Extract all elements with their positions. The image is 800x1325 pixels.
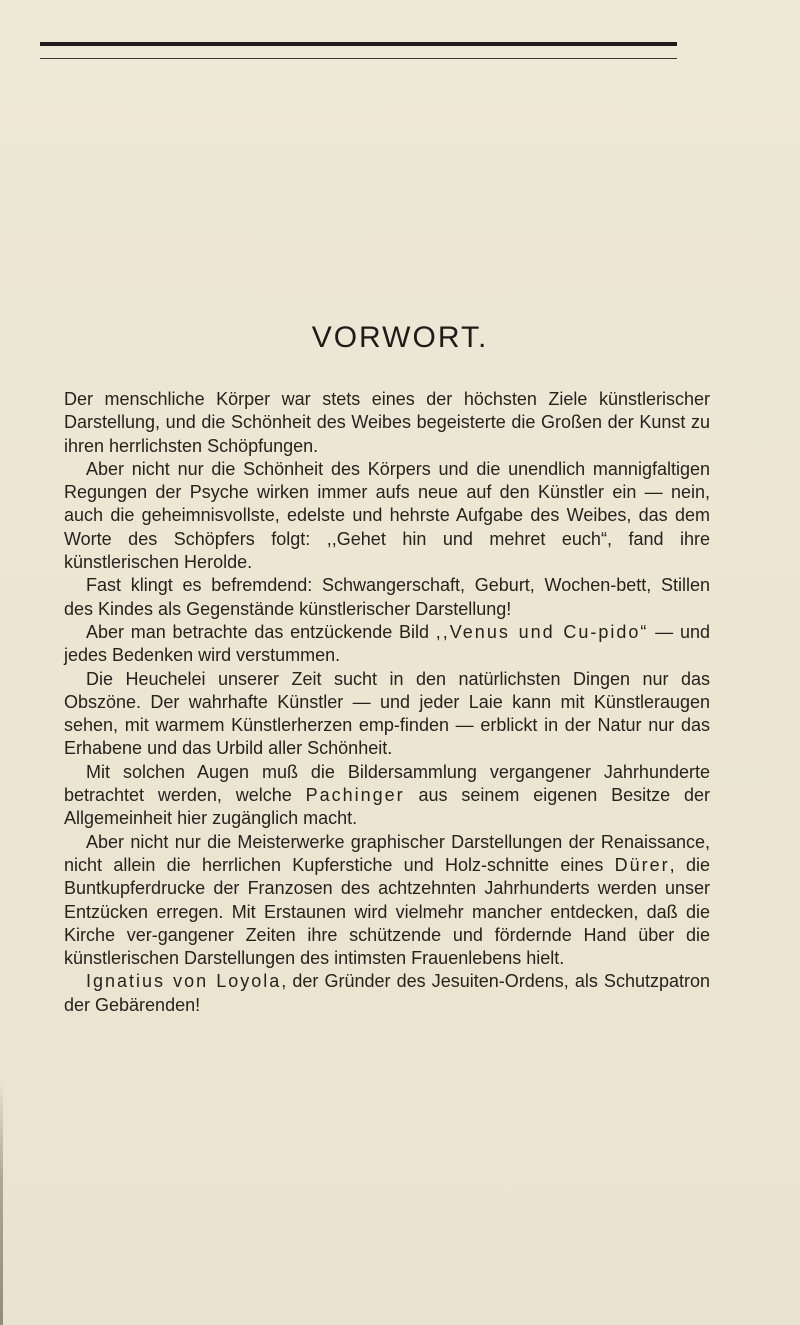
paragraph-2: Aber nicht nur die Schönheit des Körpers und die unendlich mannigfaltigen Regungen der Psyche wirken immer aufs neue auf den Künstler ein — nein, auch die geheimnisvollste, edelste und hehrste Aufgabe des Weibes, das dem Worte des Schöpfers folgt: ,,Gehet hin und mehret euch“, fand ihre künstlerischen Herolde.	[64, 458, 710, 573]
paragraph-7	[64, 831, 710, 971]
top-rule-thick	[40, 42, 677, 46]
paragraph-7-end: , die Buntkupferdrucke der Franzosen des achtzehnten Jahrhunderts werden unser Entzücken erregen. Mit Erstaunen wird vielmehr mancher entdecken, daß die Kirche ver-gangener Zeiten ihre schützende und fördernde Hand über die künstlerischen Darstellungen des intimsten Frauenlebens hielt.	[64, 854, 710, 969]
paragraph-5: Die Heuchelei unserer Zeit sucht in den natürlichsten Dingen nur das Obszöne. Der wahrhafte Künstler — und jeder Laie kann mit Künstleraugen sehen, mit warmem Künstlerherzen emp-finden — erblickt in der Natur nur das Erhabene und das Urbild aller Schönheit.	[64, 668, 710, 759]
paragraph-1: Der menschliche Körper war stets eines der höchsten Ziele künstlerischer Darstellung, und die Schönheit des Weibes begeisterte die Großen der Kunst zu ihren herrlichsten Schöpfungen.	[64, 389, 710, 456]
artwork-title-venus-und-cupido: ,,Venus und Cu-pido“	[435, 621, 649, 642]
page-edge-shadow	[0, 1080, 3, 1325]
paragraph-4	[64, 621, 710, 668]
paragraph-4-end: — und jedes Bedenken wird verstummen.	[64, 621, 710, 666]
paragraph-6-start: Mit solchen Augen muß die Bildersammlung vergangener Jahrhunderte betrachtet werden, welche	[64, 761, 710, 806]
name-pachinger: Pachinger	[305, 785, 405, 806]
name-ignatius-von-loyola: Ignatius von Loyola	[86, 971, 282, 992]
paragraph-6-end: aus seinem eigenen Besitze der Allgemeinheit hier zugänglich macht.	[64, 785, 710, 829]
page-title: VORWORT.	[311, 321, 489, 354]
paragraph-4-start: Aber man betrachte das entzückende Bild	[86, 621, 436, 642]
paragraph-6	[64, 761, 710, 831]
paragraph-8-end: , der Gründer des Jesuiten-Ordens, als Schutzpatron der Gebärenden!	[64, 971, 711, 1015]
preface-text	[64, 388, 710, 1017]
name-duerer: Dürer	[614, 854, 670, 875]
paragraph-8	[64, 970, 710, 1017]
paragraph-7-start: Aber nicht nur die Meisterwerke graphischer Darstellungen der Renaissance, nicht allein die herrlichen Kupferstiche und Holz-schnitte eines	[64, 831, 710, 875]
top-rule-thin	[40, 58, 677, 59]
paragraph-3: Fast klingt es befremdend: Schwangerschaft, Geburt, Wochen-bett, Stillen des Kindes als Gegenstände künstlerischer Darstellung!	[64, 575, 710, 619]
